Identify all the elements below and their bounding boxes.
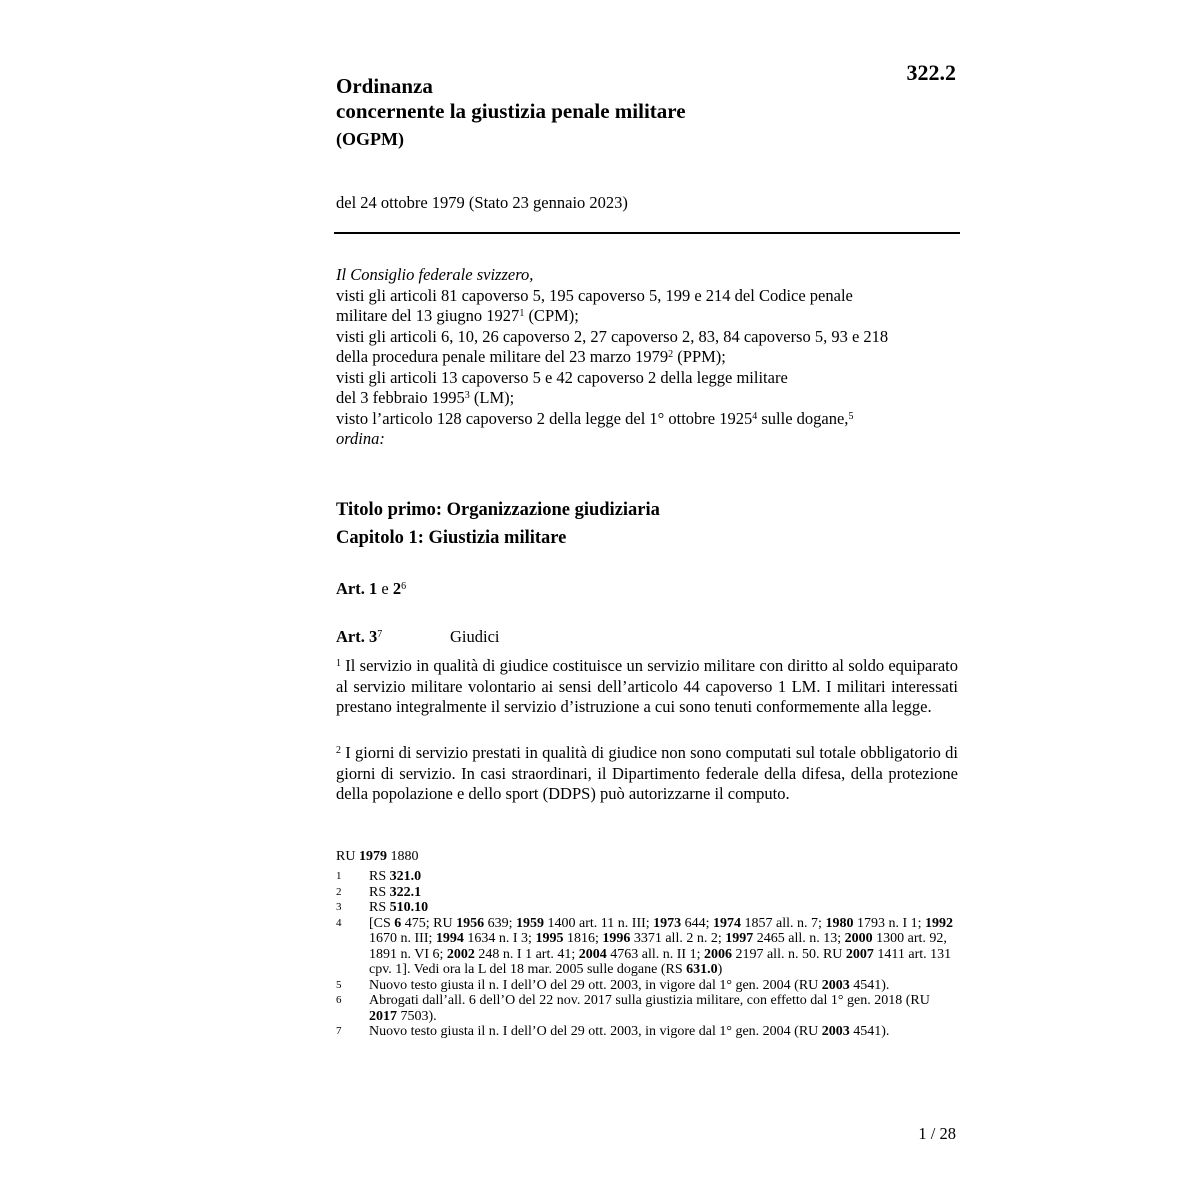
footnote-4-segment: 1411 art. 131 cpv. 1]. Vedi ora la L del 18 mar. 2005 sulle dogane (RS: [369, 946, 952, 977]
footnote-4-segment: 639;: [484, 915, 517, 931]
footnote-4-segment: [CS: [369, 915, 395, 931]
preamble-line: visti gli articoli 13 capoverso 5 e 42 capoverso 2 della legge militare: [336, 367, 788, 387]
footnote-4-segment: 1995: [535, 931, 564, 946]
footnote-4-segment: 1996: [602, 931, 631, 946]
footnote-1: 1 RS 321.0: [336, 869, 422, 884]
footnote-4-segment: 4763 all. n. II 1;: [606, 946, 704, 962]
footnote-4-segment: 2002: [446, 946, 475, 962]
footnote-4-segment: 1793 n. I 1;: [853, 915, 925, 931]
footnote-4-segment: 1974: [713, 915, 742, 931]
preamble-line: militare del 13 giugno 1927$^1$ (CPM);: [336, 306, 579, 325]
footnote-4-segment: 1980: [825, 915, 854, 931]
preamble: [336, 265, 956, 450]
footnote-4-segment: 1670 n. III;: [369, 931, 436, 946]
footnote-4-segment: 631.0: [686, 962, 718, 977]
footnote-ref[interactable]: 1: [519, 308, 525, 319]
preamble-intro: Il Consiglio federale svizzero,: [336, 265, 534, 284]
footnote-4-segment: 1992: [925, 915, 953, 931]
footnote-4-segment: 1816;: [563, 931, 603, 946]
article-3-paragraph-2: $^2$ I giorni di servizio prestati in qualità di giudice non sono computati sul totale obbligatorio di giorni di servizio. In casi straordinari, il Dipartimento federale della difesa, della protezione della popolazione e dello sport (DDPS) può autorizzarne il computo.: [336, 743, 958, 803]
footnote-5: 5 Nuovo testo giusta il n. I dell’O del 29 ott. 2003, in vigore dal 1° gen. 2004 (RU 2003 4541).: [336, 977, 890, 993]
footnote-ref[interactable]: 7: [377, 629, 383, 640]
footnote-ref[interactable]: 5: [848, 410, 854, 422]
footnote-4-segment: 1300 art. 92, 1891 n. VI 6;: [369, 931, 947, 962]
page-number: 1 / 28: [918, 1124, 956, 1143]
horizontal-rule: [334, 232, 960, 234]
title-heading: Titolo primo: Organizzazione giudiziaria: [336, 500, 660, 520]
footnote-4-segment: 644;: [681, 915, 714, 931]
title-line-2: concernente la giustizia penale militare: [336, 99, 686, 123]
footnote-4-segment: 2197 all. n. 50. RU: [731, 946, 846, 962]
footnote-4-segment: ): [717, 962, 723, 977]
preamble-line: del 3 febbraio 1995$^3$ (LM);: [336, 388, 515, 407]
article-3-paragraph-1: $^1$ Il servizio in qualità di giudice costituisce un servizio militare con diritto al soldo equiparato al servizio militare volontario ai sensi dell’articolo 44 capoverso 1 LM. I militari interessati prestano integralmente il servizio d’istruzione a cui sono tenuti conformemente alla legge.: [336, 656, 958, 716]
footnote-4-segment: 2004: [578, 946, 607, 962]
footnote-4-segment: 2465 all. n. 13;: [753, 931, 845, 946]
footnote-4-segment: 2000: [844, 931, 873, 946]
footnotes: [336, 869, 956, 1040]
preamble-line: visti gli articoli 81 capoverso 5, 195 capoverso 5, 199 e 214 del Codice penale: [336, 285, 853, 305]
footnote-4-segment: 475; RU: [401, 915, 457, 931]
official-collection-reference: RU 1979 1880: [336, 849, 419, 864]
chapter-heading: Capitolo 1: Giustizia militare: [336, 528, 567, 548]
footnote-4-segment: 1634 n. I 3;: [463, 931, 536, 946]
footnote-7: 7 Nuovo testo giusta il n. I dell’O del 29 ott. 2003, in vigore dal 1° gen. 2004 (RU 2003 4541).: [336, 1024, 890, 1039]
preamble-line: visti gli articoli 6, 10, 26 capoverso 2, 27 capoverso 2, 83, 84 capoverso 5, 93 e 218: [336, 326, 889, 346]
article-3-title: Giudici: [450, 627, 500, 646]
sr-number: 322.2: [906, 60, 956, 85]
footnote-3: 3 RS 510.10: [336, 900, 429, 915]
document-title: [336, 74, 856, 154]
preamble-line: della procedura penale militare del 23 marzo 1979$^2$ (PPM);: [336, 347, 726, 366]
footnote-4-segment: 6: [394, 915, 402, 931]
footnote-4-segment: 1994: [435, 931, 464, 946]
footnote-4-segment: 248 n. I 1 art. 41;: [474, 946, 579, 962]
footnote-4-segment: 1857 all. n. 7;: [741, 915, 826, 931]
footnote-4-segment: 2007: [845, 946, 874, 962]
preamble-ordina: ordina:: [336, 429, 385, 448]
footnote-2: 2 RS 322.1: [336, 884, 422, 900]
footnote-4-segment: 1973: [653, 915, 682, 931]
footnote-4-segment: 2006: [703, 946, 732, 962]
footnote-ref[interactable]: 4: [752, 410, 758, 422]
footnote-4-segment: 1997: [725, 931, 754, 946]
date-line: del 24 ottobre 1979 (Stato 23 gennaio 2023): [336, 193, 628, 212]
footnote-6: 6 Abrogati dall’all. 6 dell’O del 22 nov. 2017 sulla giustizia militare, con effetto dal 1° gen. 2018 (RU 2017 7503).: [336, 993, 930, 1024]
title-line-1: Ordinanza: [336, 74, 433, 98]
footnote-4-text: [369, 916, 956, 978]
footnote-4-segment: 1400 art. 11 n. III;: [544, 915, 654, 931]
footnote-4-segment: 1956: [456, 915, 485, 931]
footnote-4-segment: 3371 all. 2 n. 2;: [630, 931, 726, 946]
article-1-2-heading: Art. 1 e $2^6$: [336, 579, 407, 598]
title-abbreviation: (OGPM): [336, 129, 404, 149]
footnote-ref[interactable]: 3: [464, 390, 470, 401]
footnote-4: 4 [CS 6 475; RU 1956 639; 1959 1400 art. 11 n. III; 1973 644; 1974 1857 all. n. 7; 1980 1793 n. I 1; 1992 1670 n. III; 1994 1634 n. I 3; 1995 1816; 1996 3371 all. 2 n. 2; 1997 2465 all. n. 13; 2000 1300 art. 92, 1891 n. VI 6; 2002 248 n. I 1 art. 41; 2004 4763 all. n. II 1; 2006 2197 all. n. 50. RU 2007 1411 art. 131 cpv. 1]. Vedi ora la L del 18 mar. 2005 sulle dogane (RS 631.0): [336, 916, 956, 978]
footnote-ref[interactable]: 6: [401, 581, 407, 592]
footnote-4-segment: 1959: [516, 915, 545, 931]
footnote-ref[interactable]: 2: [668, 349, 674, 360]
preamble-line: visto l’articolo 128 capoverso 2 della legge del 1° ottobre 1925$^4$ sulle dogane,$^5$: [336, 408, 854, 428]
article-3-label: Art. $3^7$: [336, 627, 383, 646]
